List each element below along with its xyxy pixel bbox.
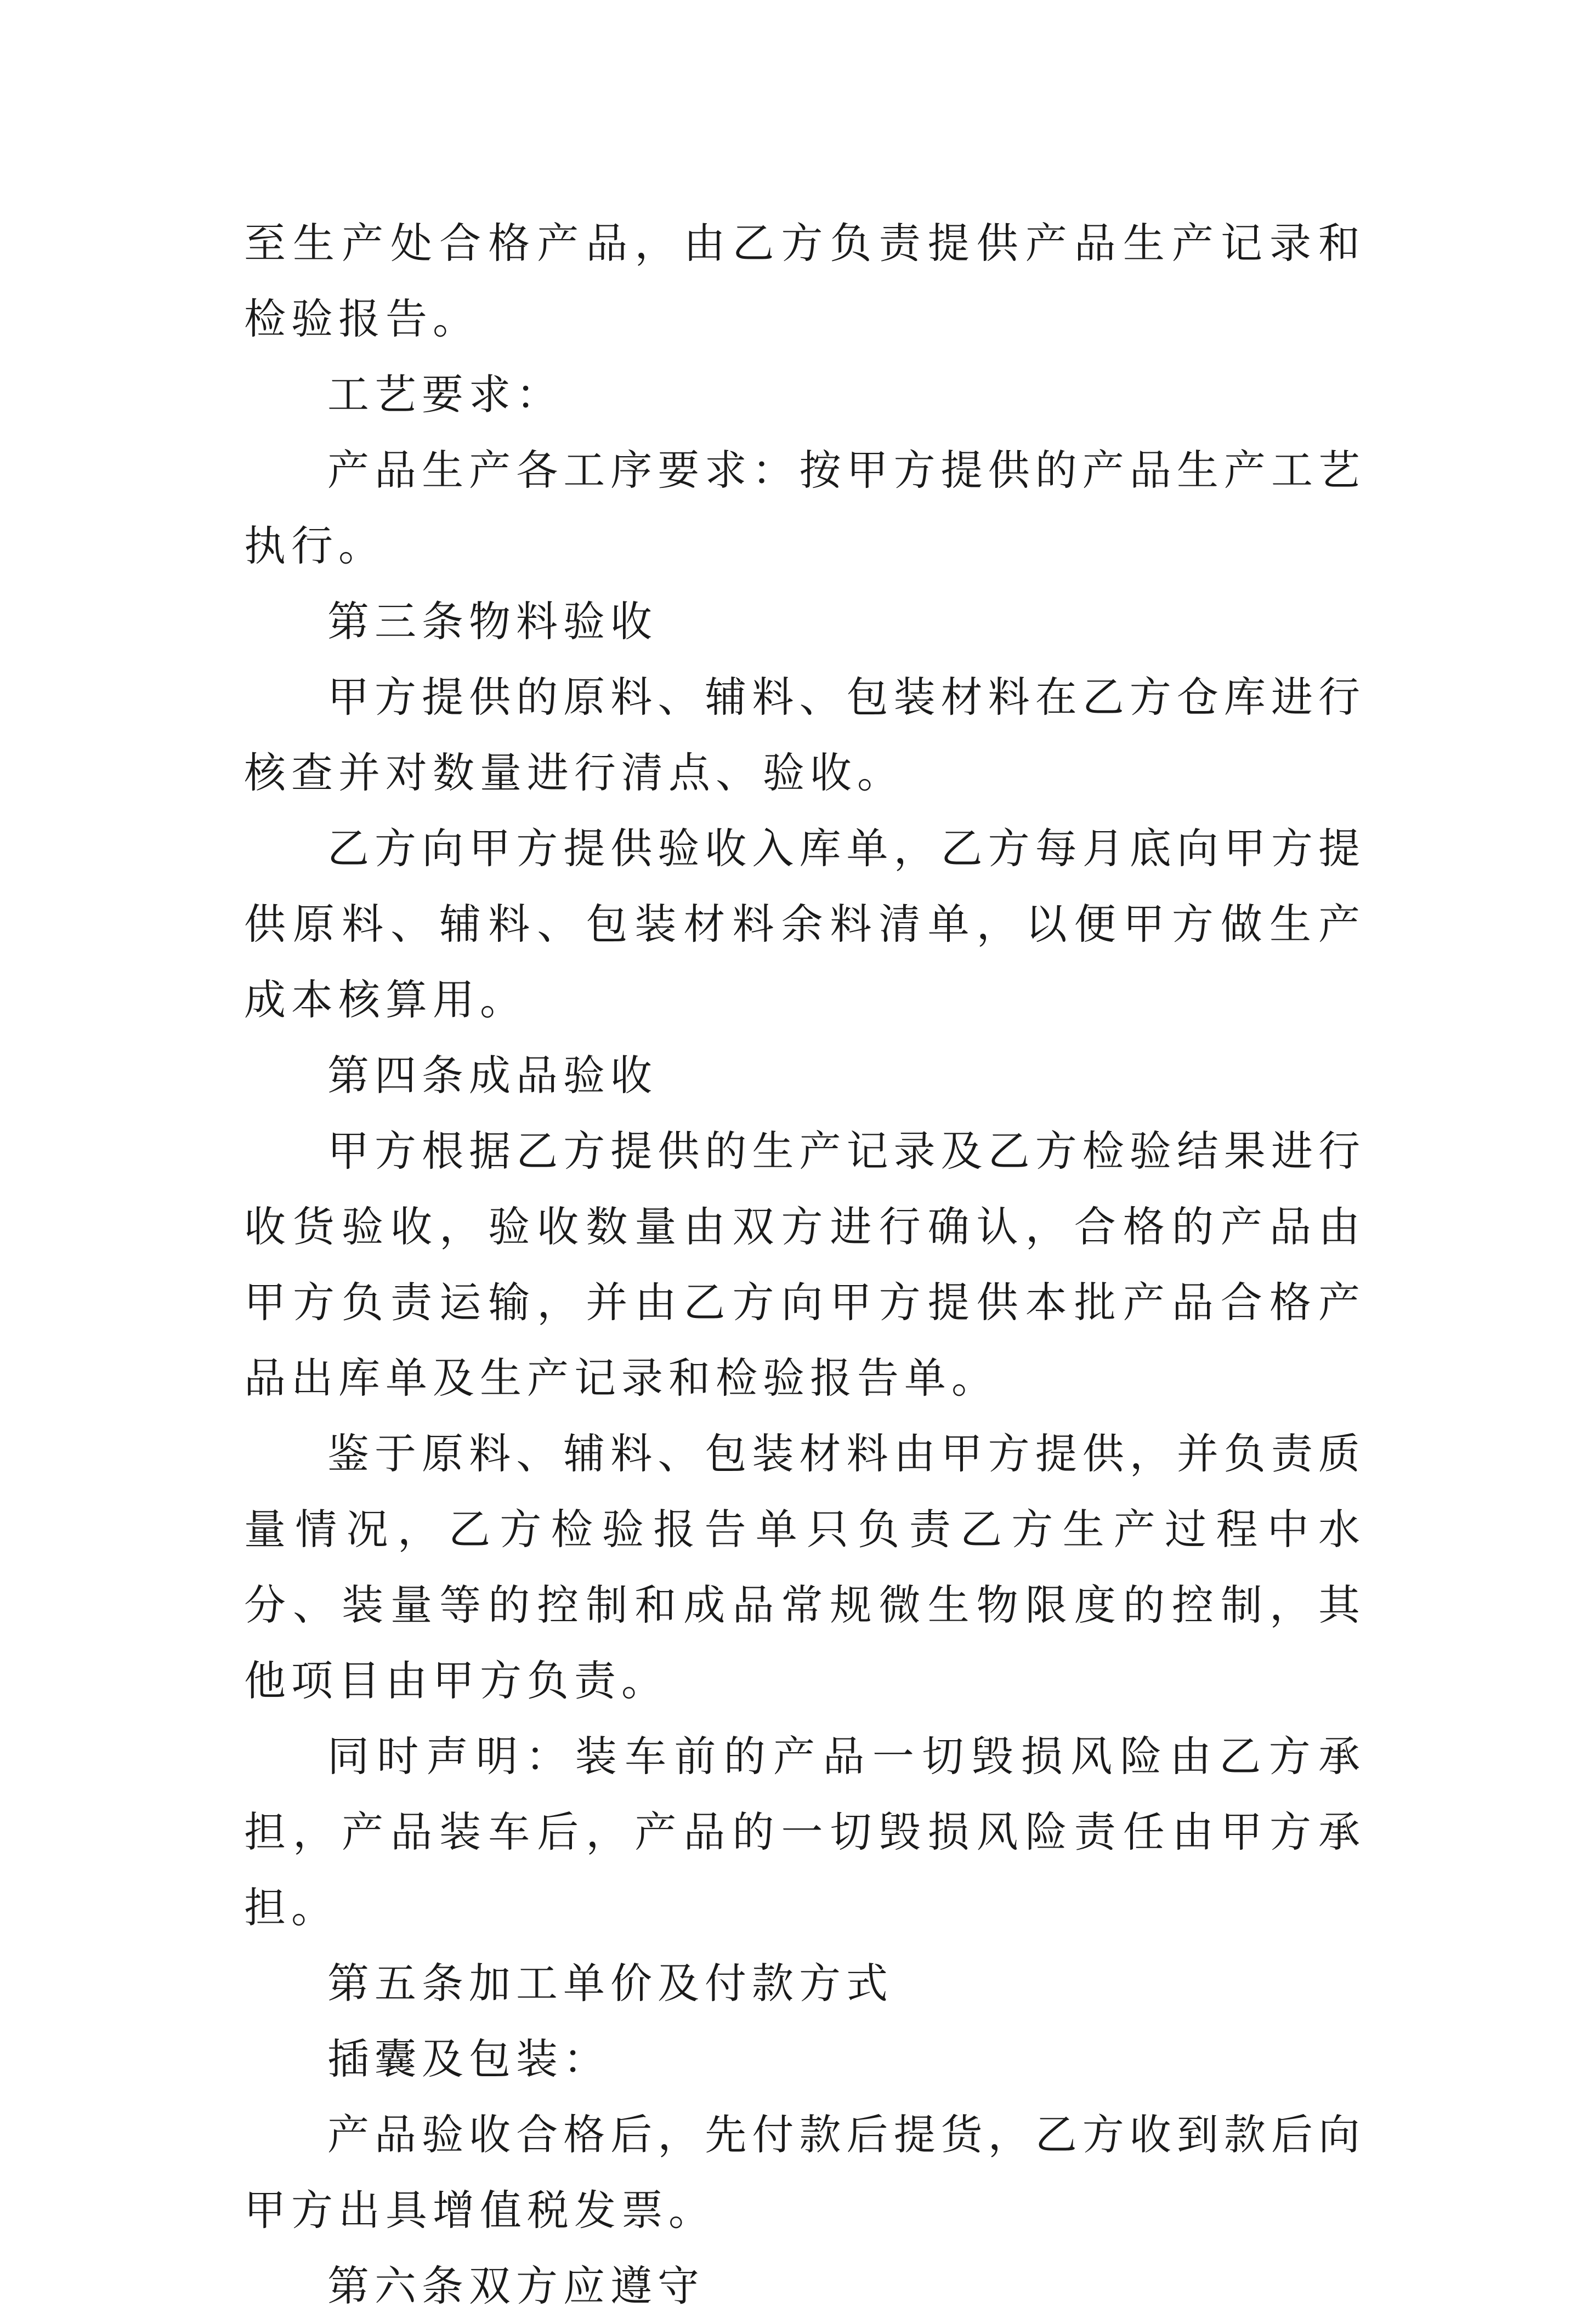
paragraph-payment-terms: 产品验收合格后，先付款后提货，乙方收到款后向甲方出具增值税发票。 bbox=[244, 2110, 1365, 2235]
paragraph-process-requirements-heading: 工艺要求： bbox=[327, 370, 563, 419]
document-body bbox=[244, 206, 1365, 2324]
paragraph-quality-responsibility: 鉴于原料、辅料、包装材料由甲方提供，并负责质量情况，乙方检验报告单只负责乙方生产过程中水分、装量等的控制和成品常规微生物限度的控制，其他项目由甲方负责。 bbox=[244, 1429, 1365, 1705]
paragraph-process-requirements: 产品生产各工序要求：按甲方提供的产品生产工艺执行。 bbox=[244, 446, 1365, 570]
section-heading-article-4: 第四条成品验收 bbox=[327, 1051, 658, 1100]
paragraph-product-acceptance: 甲方根据乙方提供的生产记录及乙方检验结果进行收货验收，验收数量由双方进行确认，合格的产品由甲方负责运输，并由乙方向甲方提供本批产品合格产品出库单及生产记录和检验报告单。 bbox=[244, 1127, 1365, 1402]
paragraph-continuation: 至生产处合格产品，由乙方负责提供产品生产记录和检验报告。 bbox=[244, 219, 1365, 343]
paragraph-risk-statement: 同时声明：装车前的产品一切毁损风险由乙方承担，产品装车后，产品的一切毁损风险责任由甲方承担。 bbox=[244, 1732, 1365, 1932]
paragraph-material-check: 甲方提供的原料、辅料、包装材料在乙方仓库进行核查并对数量进行清点、验收。 bbox=[244, 673, 1365, 797]
section-heading-article-6: 第六条双方应遵守 bbox=[327, 2262, 705, 2310]
section-heading-article-5: 第五条加工单价及付款方式 bbox=[327, 1959, 893, 2008]
paragraph-material-receipt: 乙方向甲方提供验收入库单，乙方每月底向甲方提供原料、辅料、包装材料余料清单，以便甲方做生产成本核算用。 bbox=[244, 824, 1365, 1024]
paragraph-packaging-heading: 插囊及包装： bbox=[327, 2035, 610, 2083]
section-heading-article-3: 第三条物料验收 bbox=[327, 597, 658, 646]
